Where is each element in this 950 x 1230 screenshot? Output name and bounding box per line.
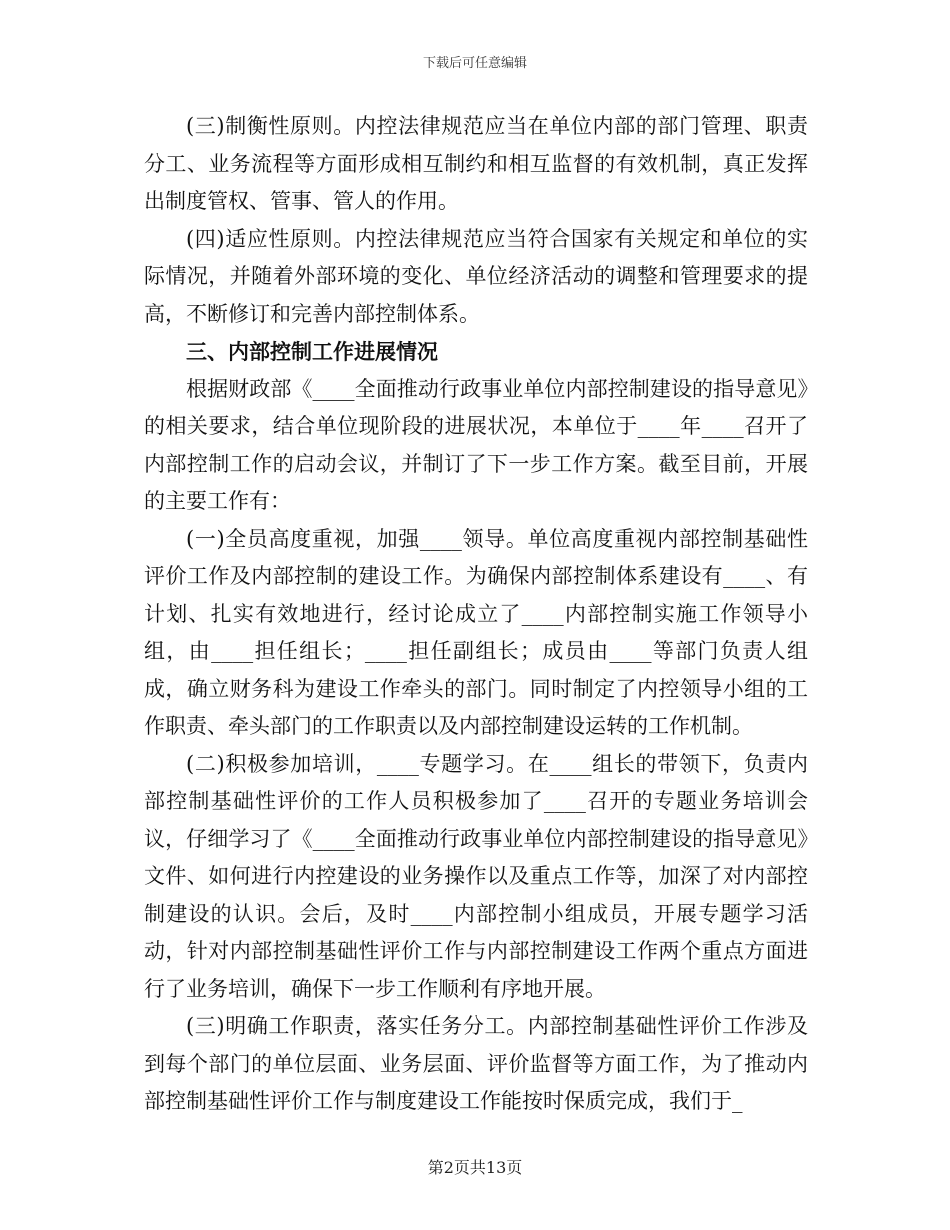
page-footer: 第2页共13页	[427, 1158, 523, 1177]
paragraph-responsibilities: (三)明确工作职责，落实任务分工。内部控制基础性评价工作涉及到每个部门的单位层面、业务层面、评价监督等方面工作，为了推动内部控制基础性评价工作与制度建设工作能按时保质完成，我们于_	[144, 1014, 808, 1113]
paragraph-training: (二)积极参加培训，____专题学习。在____组长的带领下，负责内部控制基础性评价的工作人员积极参加了____召开的专题业务培训会议，仔细学习了《____全面推动行政事业单位内部控制建设的指导意见》文件、如何进行内控建设的业务操作以及重点工作等，加深了对内部控制建设的认识。会后，及时____内部控制小组成员，开展专题学习活动，针对内部控制基础性评价工作与内部控制建设工作两个重点方面进行了业务培训，确保下一步工作顺利有序地开展。	[144, 751, 808, 1001]
page-header-note: 下载后可任意编辑	[422, 56, 527, 71]
section-heading: 三、内部控制工作进展情况	[186, 339, 438, 364]
paragraph-adaptability-principle: (四)适应性原则。内控法律规范应当符合国家有关规定和单位的实际情况，并随着外部环境的变化、单位经济活动的调整和管理要求的提高，不断修订和完善内部控制体系。	[144, 226, 808, 326]
paragraph-leadership: (一)全员高度重视，加强____领导。单位高度重视内部控制基础性评价工作及内部控制的建设工作。为确保内部控制体系建设有____、有计划、扎实有效地进行，经讨论成立了____内部控制实施工作领导小组，由____担任组长；____担任副组长；成员由____等部门负责人组成，确立财务科为建设工作牵头的部门。同时制定了内控领导小组的工作职责、牵头部门的工作职责以及内部控制建设运转的工作机制。	[144, 526, 808, 738]
document-body	[144, 108, 808, 1121]
paragraph-progress-intro: 根据财政部《____全面推动行政事业单位内部控制建设的指导意见》的相关要求，结合单位现阶段的进展状况，本单位于____年____召开了内部控制工作的启动会议，并制订了下一步工作方案。截至目前，开展的主要工作有：	[144, 376, 808, 513]
paragraph-checks-balance-principle: (三)制衡性原则。内控法律规范应当在单位内部的部门管理、职责分工、业务流程等方面形成相互制约和相互监督的有效机制，真正发挥出制度管权、管事、管人的作用。	[144, 114, 808, 213]
